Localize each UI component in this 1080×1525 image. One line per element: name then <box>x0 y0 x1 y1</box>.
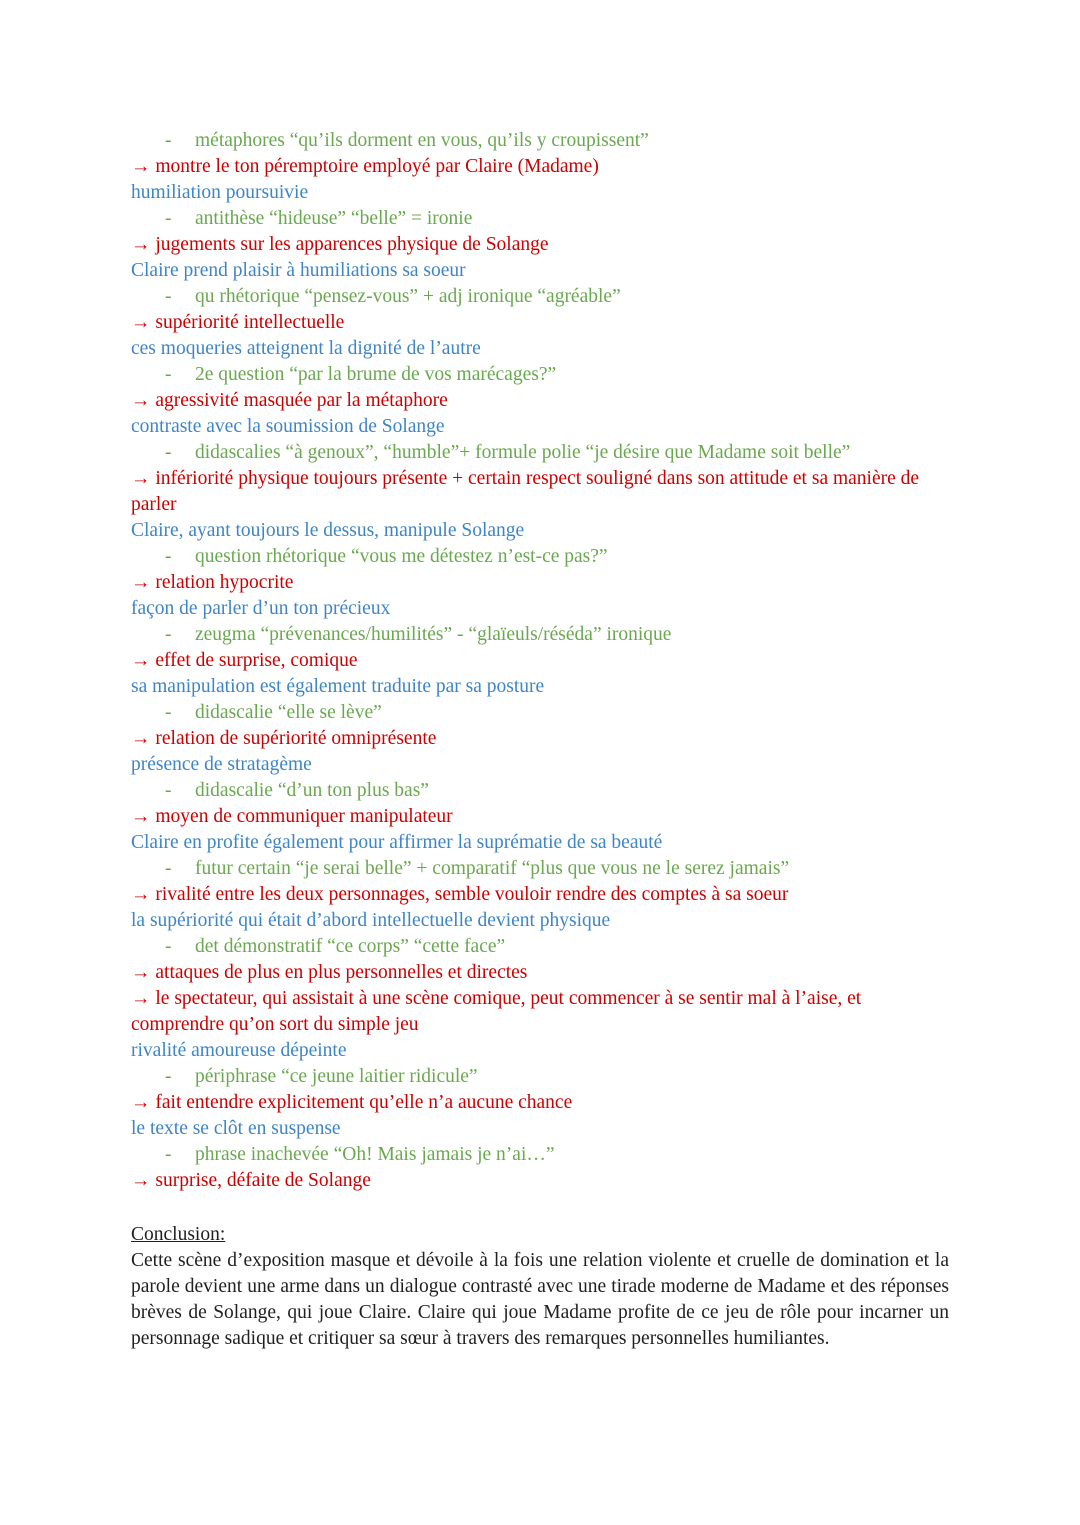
section-heading-line: la supériorité qui était d’abord intellectuelle devient physique <box>131 910 611 931</box>
bullet-text: det démonstratif “ce corps” “cette face” <box>195 936 506 957</box>
bullet-text: antithèse “hideuse” “belle” = ironie <box>195 208 473 229</box>
bullet-text: didascalie “elle se lève” <box>195 702 382 723</box>
bullet-item <box>131 544 951 570</box>
bullet-text: question rhétorique “vous me détestez n’est-ce pas?” <box>195 546 608 567</box>
arrow-conclusion-line: → agressivité masquée par la métaphore <box>131 390 448 411</box>
bullet-text: qu rhétorique “pensez-vous” + adj ironique “agréable” <box>195 286 621 307</box>
bullet-item <box>131 622 951 648</box>
arrow-conclusion-line: → le spectateur, qui assistait à une scène comique, peut commencer à se sentir mal à l’aise, et comprendre qu’on sort du simple jeu <box>131 988 862 1035</box>
bullet-dash: - <box>165 624 172 645</box>
section-heading-line: Claire, ayant toujours le dessus, manipule Solange <box>131 520 525 541</box>
bullet-dash: - <box>165 364 172 385</box>
bullet-dash: - <box>165 702 172 723</box>
section-heading-line: Claire en profite également pour affirmer la suprématie de sa beauté <box>131 832 663 853</box>
arrow-conclusion-line: → infériorité physique toujours présente + certain respect souligné dans son attitude et sa manière de parler <box>131 468 920 515</box>
conclusion-heading: Conclusion: <box>131 1224 226 1245</box>
bullet-text: 2e question “par la brume de vos marécages?” <box>195 364 557 385</box>
arrow-conclusion-line: → relation de supériorité omniprésente <box>131 728 437 749</box>
section-heading-line: contraste avec la soumission de Solange <box>131 416 445 437</box>
arrow-conclusion-line: → fait entendre explicitement qu’elle n’a aucune chance <box>131 1092 573 1113</box>
arrow-conclusion-line: → effet de surprise, comique <box>131 650 358 671</box>
section-heading-line: ces moqueries atteignent la dignité de l’autre <box>131 338 481 359</box>
bullet-item <box>131 1064 951 1090</box>
conclusion-section <box>131 1222 949 1352</box>
bullet-text: métaphores “qu’ils dorment en vous, qu’ils y croupissent” <box>195 130 649 151</box>
bullet-item <box>131 128 951 154</box>
bullet-text: zeugma “prévenances/humilités” - “glaïeuls/réséda” ironique <box>195 624 672 645</box>
bullet-dash: - <box>165 130 172 151</box>
section-heading-line: rivalité amoureuse dépeinte <box>131 1040 347 1061</box>
arrow-conclusion-line: → attaques de plus en plus personnelles et directes <box>131 962 528 983</box>
bullet-text: didascalie “d’un ton plus bas” <box>195 780 429 801</box>
arrow-conclusion-line: → moyen de communiquer manipulateur <box>131 806 453 827</box>
arrow-conclusion-line: → surprise, défaite de Solange <box>131 1170 371 1191</box>
bullet-item <box>131 778 951 804</box>
bullet-dash: - <box>165 546 172 567</box>
analysis-notes <box>131 128 951 1194</box>
bullet-dash: - <box>165 936 172 957</box>
arrow-conclusion-line: → relation hypocrite <box>131 572 294 593</box>
bullet-item <box>131 206 951 232</box>
bullet-dash: - <box>165 442 172 463</box>
arrow-conclusion-line: → supériorité intellectuelle <box>131 312 345 333</box>
bullet-dash: - <box>165 1066 172 1087</box>
bullet-dash: - <box>165 208 172 229</box>
arrow-conclusion-line: → jugements sur les apparences physique de Solange <box>131 234 549 255</box>
bullet-text: didascalies “à genoux”, “humble”+ formule polie “je désire que Madame soit belle” <box>195 442 851 463</box>
bullet-item <box>131 856 951 882</box>
section-heading-line: Claire prend plaisir à humiliations sa soeur <box>131 260 466 281</box>
section-heading-line: présence de stratagème <box>131 754 312 775</box>
bullet-item <box>131 284 951 310</box>
section-heading-line: humiliation poursuivie <box>131 182 309 203</box>
bullet-item <box>131 934 951 960</box>
bullet-dash: - <box>165 1144 172 1165</box>
bullet-dash: - <box>165 858 172 879</box>
section-heading-line: façon de parler d’un ton précieux <box>131 598 391 619</box>
bullet-text: phrase inachevée “Oh! Mais jamais je n’ai…” <box>195 1144 555 1165</box>
bullet-item <box>131 440 951 466</box>
bullet-dash: - <box>165 780 172 801</box>
arrow-conclusion-line: → rivalité entre les deux personnages, semble vouloir rendre des comptes à sa soeur <box>131 884 789 905</box>
section-heading-line: sa manipulation est également traduite par sa posture <box>131 676 545 697</box>
bullet-dash: - <box>165 286 172 307</box>
section-heading-line: le texte se clôt en suspense <box>131 1118 341 1139</box>
bullet-item <box>131 700 951 726</box>
arrow-conclusion-line: → montre le ton péremptoire employé par Claire (Madame) <box>131 156 599 177</box>
bullet-text: périphrase “ce jeune laitier ridicule” <box>195 1066 478 1087</box>
conclusion-paragraph: Cette scène d’exposition masque et dévoile à la fois une relation violente et cruelle de domination et la parole devient une arme dans un dialogue contrasté avec une tirade moderne de Madame et des réponses brèves de Solange, qui joue Claire. Claire qui joue Madame profite de ce jeu de rôle pour incarner un personnage sadique et critiquer sa sœur à travers des remarques personnelles humiliantes. <box>131 1250 949 1349</box>
bullet-item <box>131 362 951 388</box>
bullet-text: futur certain “je serai belle” + comparatif “plus que vous ne le serez jamais” <box>195 858 790 879</box>
bullet-item <box>131 1142 951 1168</box>
